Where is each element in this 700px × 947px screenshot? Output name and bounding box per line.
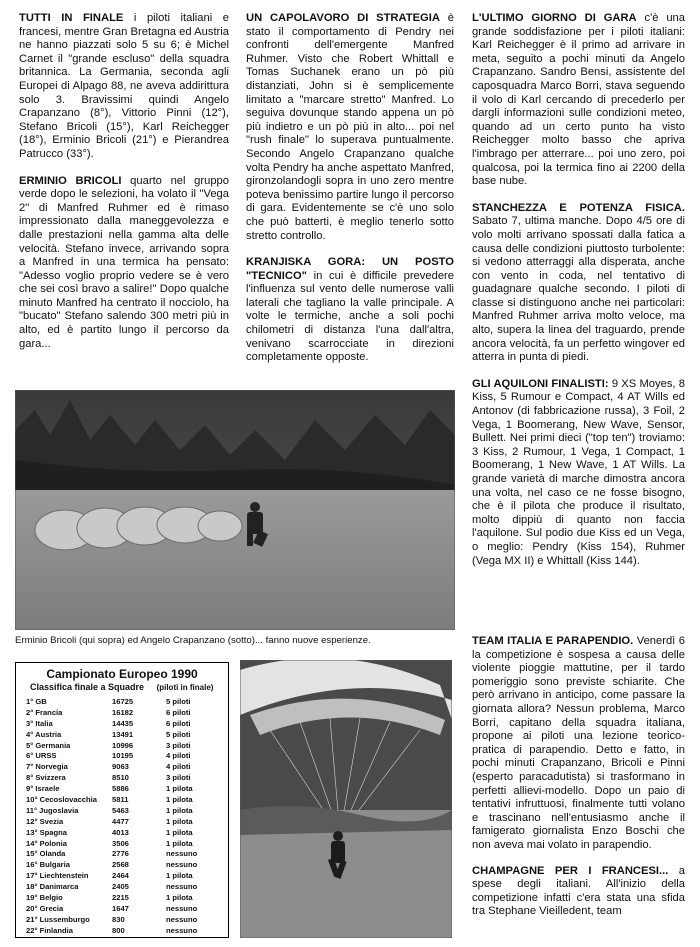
table-row [26,903,226,914]
photo-caption: Erminio Bricoli (qui sopra) ed Angelo Crapanzano (sotto)... fanno nuove esperienze. [15,635,371,646]
team-position-cell: 14° Polonia [26,838,68,848]
team-pilots-cell: 1 pilota [166,871,193,881]
photo-paraglider-meadow [15,390,455,630]
team-points-cell: 10996 [112,740,134,750]
table-row [26,729,226,740]
team-pilots-cell: 1 pilota [166,838,193,848]
team-points-cell: 8510 [112,773,129,783]
team-points-cell: 2215 [112,892,129,902]
section-heading: TUTTI IN FINALE [19,12,124,24]
team-position-cell: 13° Spagna [26,827,68,837]
team-position-cell: 17° Liechtenstein [26,871,89,881]
paragraph [246,256,454,365]
team-pilots-cell: 1 pilota [166,805,193,815]
results-subtitle [30,682,228,692]
table-row [26,707,226,718]
team-points-cell: 4013 [112,827,129,837]
paragraph-text: Sabato 7, ultima manche. Dopo 4/5 ore di volo molti arrivano spossati dalla fatica a causa delle condizioni piuttosto turbolente: si vedono atterraggi alla disperata, anche con vento in coda, nel tentativo di guadagnare qualche secondo. I piloti di classe si distinguono anche nei particolari: Manfred Ruhmer arriva molto veloce, ma alto, supera la linea del traguardo, prende ancora velocità, fa un perfetto wingover ed atterra in punta di piedi. [472,215,685,364]
team-pilots-cell: 1 pilota [166,816,193,826]
team-position-cell: 8° Svizzera [26,773,66,783]
team-pilots-cell: 5 piloti [166,729,191,739]
table-row [26,859,226,870]
team-pilots-cell: 3 piloti [166,740,191,750]
table-row [26,794,226,805]
section-heading: ERMINIO BRICOLI [19,174,122,187]
team-points-cell: 1647 [112,903,129,913]
table-row [26,892,226,903]
article-column-1 [19,12,229,364]
team-pilots-cell: 5 piloti [166,696,191,706]
results-table-box [15,662,229,938]
team-points-cell: 2568 [112,860,129,870]
results-subtitle-main: Classifica finale a Squadre [30,682,145,692]
team-pilots-cell: nessuno [166,914,198,924]
paragraph-text: è stato il comportamento di Pendry nei confronti dell'emergente Manfred Ruhmer. Visto che Robert Whittall e Tomas Suchanek erano un pò più distanziati, John si è semplicemente limitato a "marcare stretto" Manfred. Lo seguiva dovunque stando appena un pò più indietro e un pò più in alto... poi nel "rush finale" lo superava puntualmente. Secondo Angelo Crapanzano qualche volta Pendry ha anche aspettato Manfred, gironzolandogli sopra in uno zero mentre poteva benissimo partire lungo il percorso di gara. Evidentemente se c'è uno solo che può batterti, è meglio tenerlo sotto stretto controllo. [246,12,454,242]
paragraph-text: quarto nel gruppo verde dopo le selezioni, ha volato il "Vega 2" di Manfred Ruhmer ed è rimaso impressionato dalla maneggevolezza e dalle prestazioni nella gamma alta delle velocità. Stefano invece, arrivando sopra a Manfred in una termica ha pensato: "Adesso voglio proprio vedere se è vero che sei così bravo a salire!" Dopo qualche minuto Manfred ha centrato il nocciolo, ha "bucato" Stefano salendo 300 metri più in alto, ed è partito lungo il percorso da gara... [19,174,229,350]
team-position-cell: 10° Cecoslovacchia [26,794,97,804]
paragraph [246,12,454,243]
team-pilots-cell: nessuno [166,882,198,892]
section-heading: CHAMPAGNE PER I FRANCESI... [472,864,669,877]
team-position-cell: 5° Germania [26,740,71,750]
team-pilots-cell: nessuno [166,903,198,913]
team-pilots-cell: 1 pilota [166,794,193,804]
table-row [26,772,226,783]
team-points-cell: 4477 [112,816,129,826]
team-position-cell: 15° Olanda [26,849,66,859]
paragraph [19,175,229,352]
results-table-body [26,696,226,936]
team-position-cell: 20° Grecia [26,903,64,913]
photo-illustration [240,660,452,938]
team-points-cell: 16725 [112,696,134,706]
team-points-cell: 13491 [112,729,134,739]
team-pilots-cell: nessuno [166,849,198,859]
team-position-cell: 9° Israele [26,784,60,794]
team-position-cell: 16° Bulgaria [26,860,70,870]
team-points-cell: 2464 [112,871,129,881]
table-row [26,740,226,751]
paragraph [472,202,685,365]
table-row [26,805,226,816]
team-pilots-cell: 4 piloti [166,751,191,761]
team-position-cell: 2° Francia [26,707,63,717]
paragraph [472,865,685,919]
section-heading: TEAM ITALIA E PARAPENDIO. [472,635,634,647]
team-pilots-cell: nessuno [166,925,198,935]
section-heading: STANCHEZZA E POTENZA FISICA. [472,201,685,214]
section-heading: KRANJISKA GORA: UN POSTO "TECNICO" [246,256,454,282]
paragraph-text: 9 XS Moyes, 8 Kiss, 5 Rumour e Compact, 4 AT Wills ed Antonov (di fabbricazione russa), 3 Foil, 2 Vega, 1 Boomerang, New Wave, Sensor, Bullett. Nei primi dieci ("top ten") troviamo: 3 Kiss, 2 Rumour, 1 Vega, 1 Compact, 1 Boomerang, 1 New Wave, 1 AT Wills. La grande varietà di marche dimostra ancora una volta, nel caso ce ne fosse bisogno, che è il pilota che produce il risultato, molto dippiù di quanto non faccia l'aquilone. Sul podio due Kiss ed un Vega, o meglio: Pendry (Kiss 154), Ruhmer (Vega MX II) e Whittall (Kiss 144). [472,377,685,567]
paragraph [472,378,685,568]
paragraph-text: in cui è difficile prevedere l'influenza sul vento delle numerose valli laterali che tagliano la valle principale. A volte le termiche, anche a soli pochi chilometri di distanza l'una dall'altra, venivano scarrocciate in direzioni completamente opposte. [246,269,454,364]
team-pilots-cell: 3 piloti [166,773,191,783]
team-points-cell: 5463 [112,805,129,815]
article-column-2 [246,12,454,378]
team-position-cell: 21° Lussemburgo [26,914,90,924]
team-points-cell: 3506 [112,838,129,848]
results-title: Campionato Europeo 1990 [46,667,198,681]
table-row [26,827,226,838]
team-pilots-cell: 6 piloti [166,718,191,728]
paragraph [19,12,229,162]
paragraph-text: i piloti italiani e francesi, mentre Gran Bretagna ed Austria ne hanno piazzati solo 5 su 6; è Michel Carnet il "grande escluso" della squadra britannica. La Germania, seconda agli Europei di Alpago 88, ne aveva addirittura solo 3. Bravissimi quindi Angelo Crapanzano (8°), Vittorio Pinni (12°), Stefano Bricoli (15°), Karl Reichegger (18°), Erminio Bricoli (21°) e Pierandrea Patrucco (33°). [19,12,229,160]
team-position-cell: 12° Svezia [26,816,64,826]
table-row [26,848,226,859]
team-pilots-cell: 1 pilota [166,827,193,837]
results-subtitle-pilots: (piloti in finale) [156,683,214,692]
team-position-cell: 1° GB [26,696,47,706]
table-row [26,761,226,772]
table-row [26,925,226,936]
team-points-cell: 2776 [112,849,129,859]
team-points-cell: 9063 [112,762,129,772]
table-row [26,838,226,849]
photo-illustration [15,390,455,630]
table-row [26,750,226,761]
table-row [26,718,226,729]
table-row [26,696,226,707]
team-pilots-cell: nessuno [166,860,198,870]
team-pilots-cell: 6 piloti [166,707,191,717]
paragraph [472,12,685,189]
team-points-cell: 2405 [112,882,129,892]
table-row [26,816,226,827]
section-heading: L'ULTIMO GIORNO DI GARA [472,12,637,24]
paragraph-text: Venerdì 6 la competizione è sospesa a causa delle violente pioggie mattutine, per il tardo pomeriggio sono previste schiarite. Che però arrivano in anticipo, come passare la giornata allora? Nessun problema, Marco Borri, capitano della squadra italiana, propone ai piloti una lezione teorico-pratica di parapendio. Detto e fatto, in pochi minuti Crapanzano, Bricoli e Pinni (esperto paracadutista) si trasformano in perfetti allievi-modello. Dopo un paio di tentativi infruttuosi, finalmente tutti volano e trascinano nell'entusiasmo anche il famigerato giornalista Enzo Boschi che non aveva mai volato in parapendio. [472,635,685,851]
team-points-cell: 16182 [112,707,134,717]
table-row [26,870,226,881]
team-position-cell: 3° Italia [26,718,53,728]
section-heading: UN CAPOLAVORO DI STRATEGIA [246,12,440,24]
team-position-cell: 6° URSS [26,751,57,761]
team-points-cell: 830 [112,914,125,924]
team-pilots-cell: 1 pilota [166,784,193,794]
team-position-cell: 22° Finlandia [26,925,73,935]
table-row [26,914,226,925]
team-position-cell: 4° Austria [26,729,62,739]
team-position-cell: 11° Jugoslavia [26,805,79,815]
team-points-cell: 5811 [112,794,129,804]
photo-paraglider-launch [240,660,452,938]
article-column-3 [472,12,685,581]
table-row [26,881,226,892]
paragraph-text: a spese degli italiani. All'inizio della competizione infatti c'era stata una sfida tra Stephane Vieilledent, team [472,864,685,918]
section-heading: GLI AQUILONI FINALISTI: [472,377,609,390]
team-position-cell: 7° Norvegia [26,762,68,772]
team-points-cell: 800 [112,925,125,935]
team-pilots-cell: 4 piloti [166,762,191,772]
team-points-cell: 14435 [112,718,134,728]
team-position-cell: 19° Belgio [26,892,63,902]
team-points-cell: 5886 [112,784,129,794]
article-column-3-bottom [472,635,685,931]
table-row [26,783,226,794]
results-table [26,696,226,936]
paragraph-text: c'è una grande soddisfazione per i piloti italiani: Karl Reichegger è il primo ad arrivare in meta, seguito a pochi minuti da Angelo Crapanzano. Sandro Bensi, assistente del caposquadra Marco Borri, stava seguendo il volo di Karl cercando di precederlo per dargli informazioni sulle condizioni meteo, quando ad un certo punto ha visto Reichegger molto basso che apriva l'imbrago per atterrare... poi uno zero, poi qualcosa, poi la termica fino ai 2200 della base nube. [472,12,685,188]
paragraph [472,635,685,853]
team-points-cell: 10195 [112,751,134,761]
team-pilots-cell: 1 pilota [166,892,193,902]
team-position-cell: 18° Danimarca [26,882,79,892]
